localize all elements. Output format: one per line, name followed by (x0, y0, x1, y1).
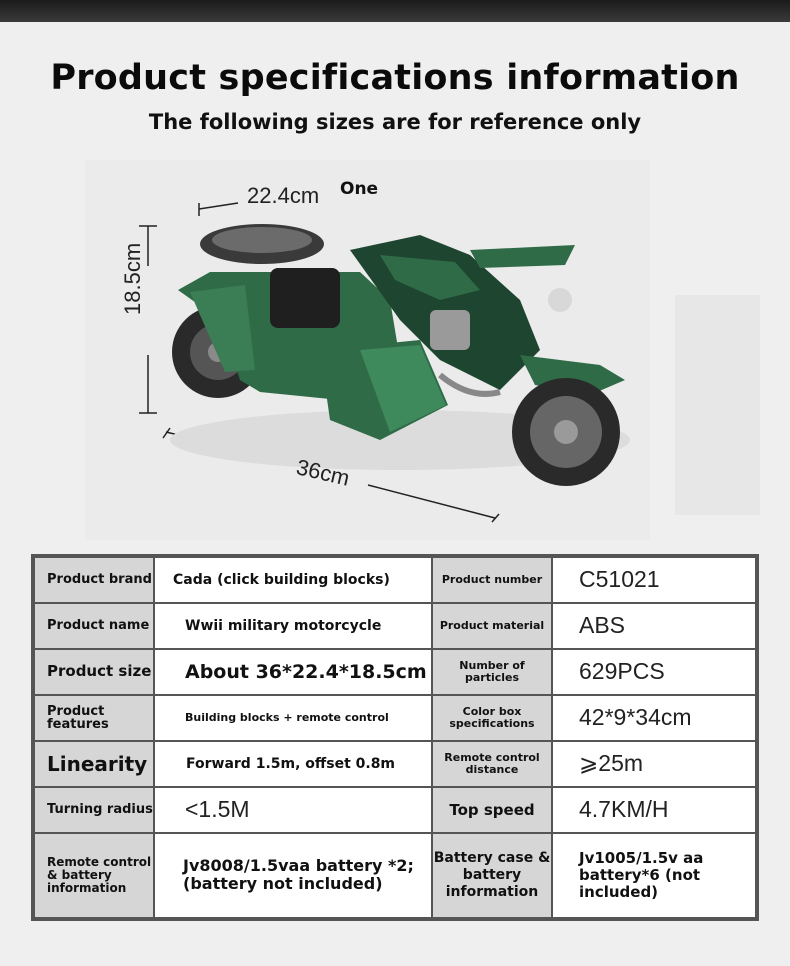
width-label: 22.4cm (247, 183, 320, 208)
table-row (35, 742, 755, 786)
table-row (35, 834, 755, 917)
page-title: Product specifications information (50, 58, 740, 98)
tag-label: One (340, 179, 379, 199)
spec-value: Forward 1.5m, offset 0.8m (155, 742, 431, 786)
spec-value: Cada (click building blocks) (155, 558, 431, 602)
spec-key: Linearity (35, 742, 153, 786)
table-row (35, 558, 755, 602)
spec-key: Remote control distance (433, 742, 551, 786)
spec-key: Top speed (433, 788, 551, 832)
height-label: 18.5cm (120, 242, 145, 315)
spec-key: Product name (35, 604, 153, 648)
spec-key: Turning radius (35, 788, 153, 832)
spec-table (31, 554, 759, 921)
spec-key: Product material (433, 604, 551, 648)
spec-key: Remote control & battery information (35, 834, 153, 917)
spec-value: Jv1005/1.5v aa battery*6 (not included) (553, 834, 755, 917)
table-row (35, 604, 755, 648)
spec-value: 4.7KM/H (553, 788, 755, 832)
spec-value: 629PCS (553, 650, 755, 694)
spec-value: C51021 (553, 558, 755, 602)
table-row (35, 696, 755, 740)
spec-value: ⩾25m (553, 742, 755, 786)
table-row (35, 788, 755, 832)
spec-key: Color box specifications (433, 696, 551, 740)
spec-key: Product size (35, 650, 153, 694)
spec-value: About 36*22.4*18.5cm (155, 650, 431, 694)
spec-key: Number of particles (433, 650, 551, 694)
spec-key: Product brand (35, 558, 153, 602)
spec-key: Product features (35, 696, 153, 740)
spec-value: <1.5M (155, 788, 431, 832)
length-label: 36cm (293, 454, 353, 491)
spec-value: Wwii military motorcycle (155, 604, 431, 648)
table-row (35, 650, 755, 694)
spec-value: Building blocks + remote control (155, 696, 431, 740)
spec-key: Product number (433, 558, 551, 602)
spec-key: Battery case & battery information (433, 834, 551, 917)
page-subtitle: The following sizes are for reference only (148, 110, 642, 134)
spec-value: 42*9*34cm (553, 696, 755, 740)
spec-value: ABS (553, 604, 755, 648)
spec-value: Jv8008/1.5vaa battery *2; (battery not included) (155, 834, 431, 917)
